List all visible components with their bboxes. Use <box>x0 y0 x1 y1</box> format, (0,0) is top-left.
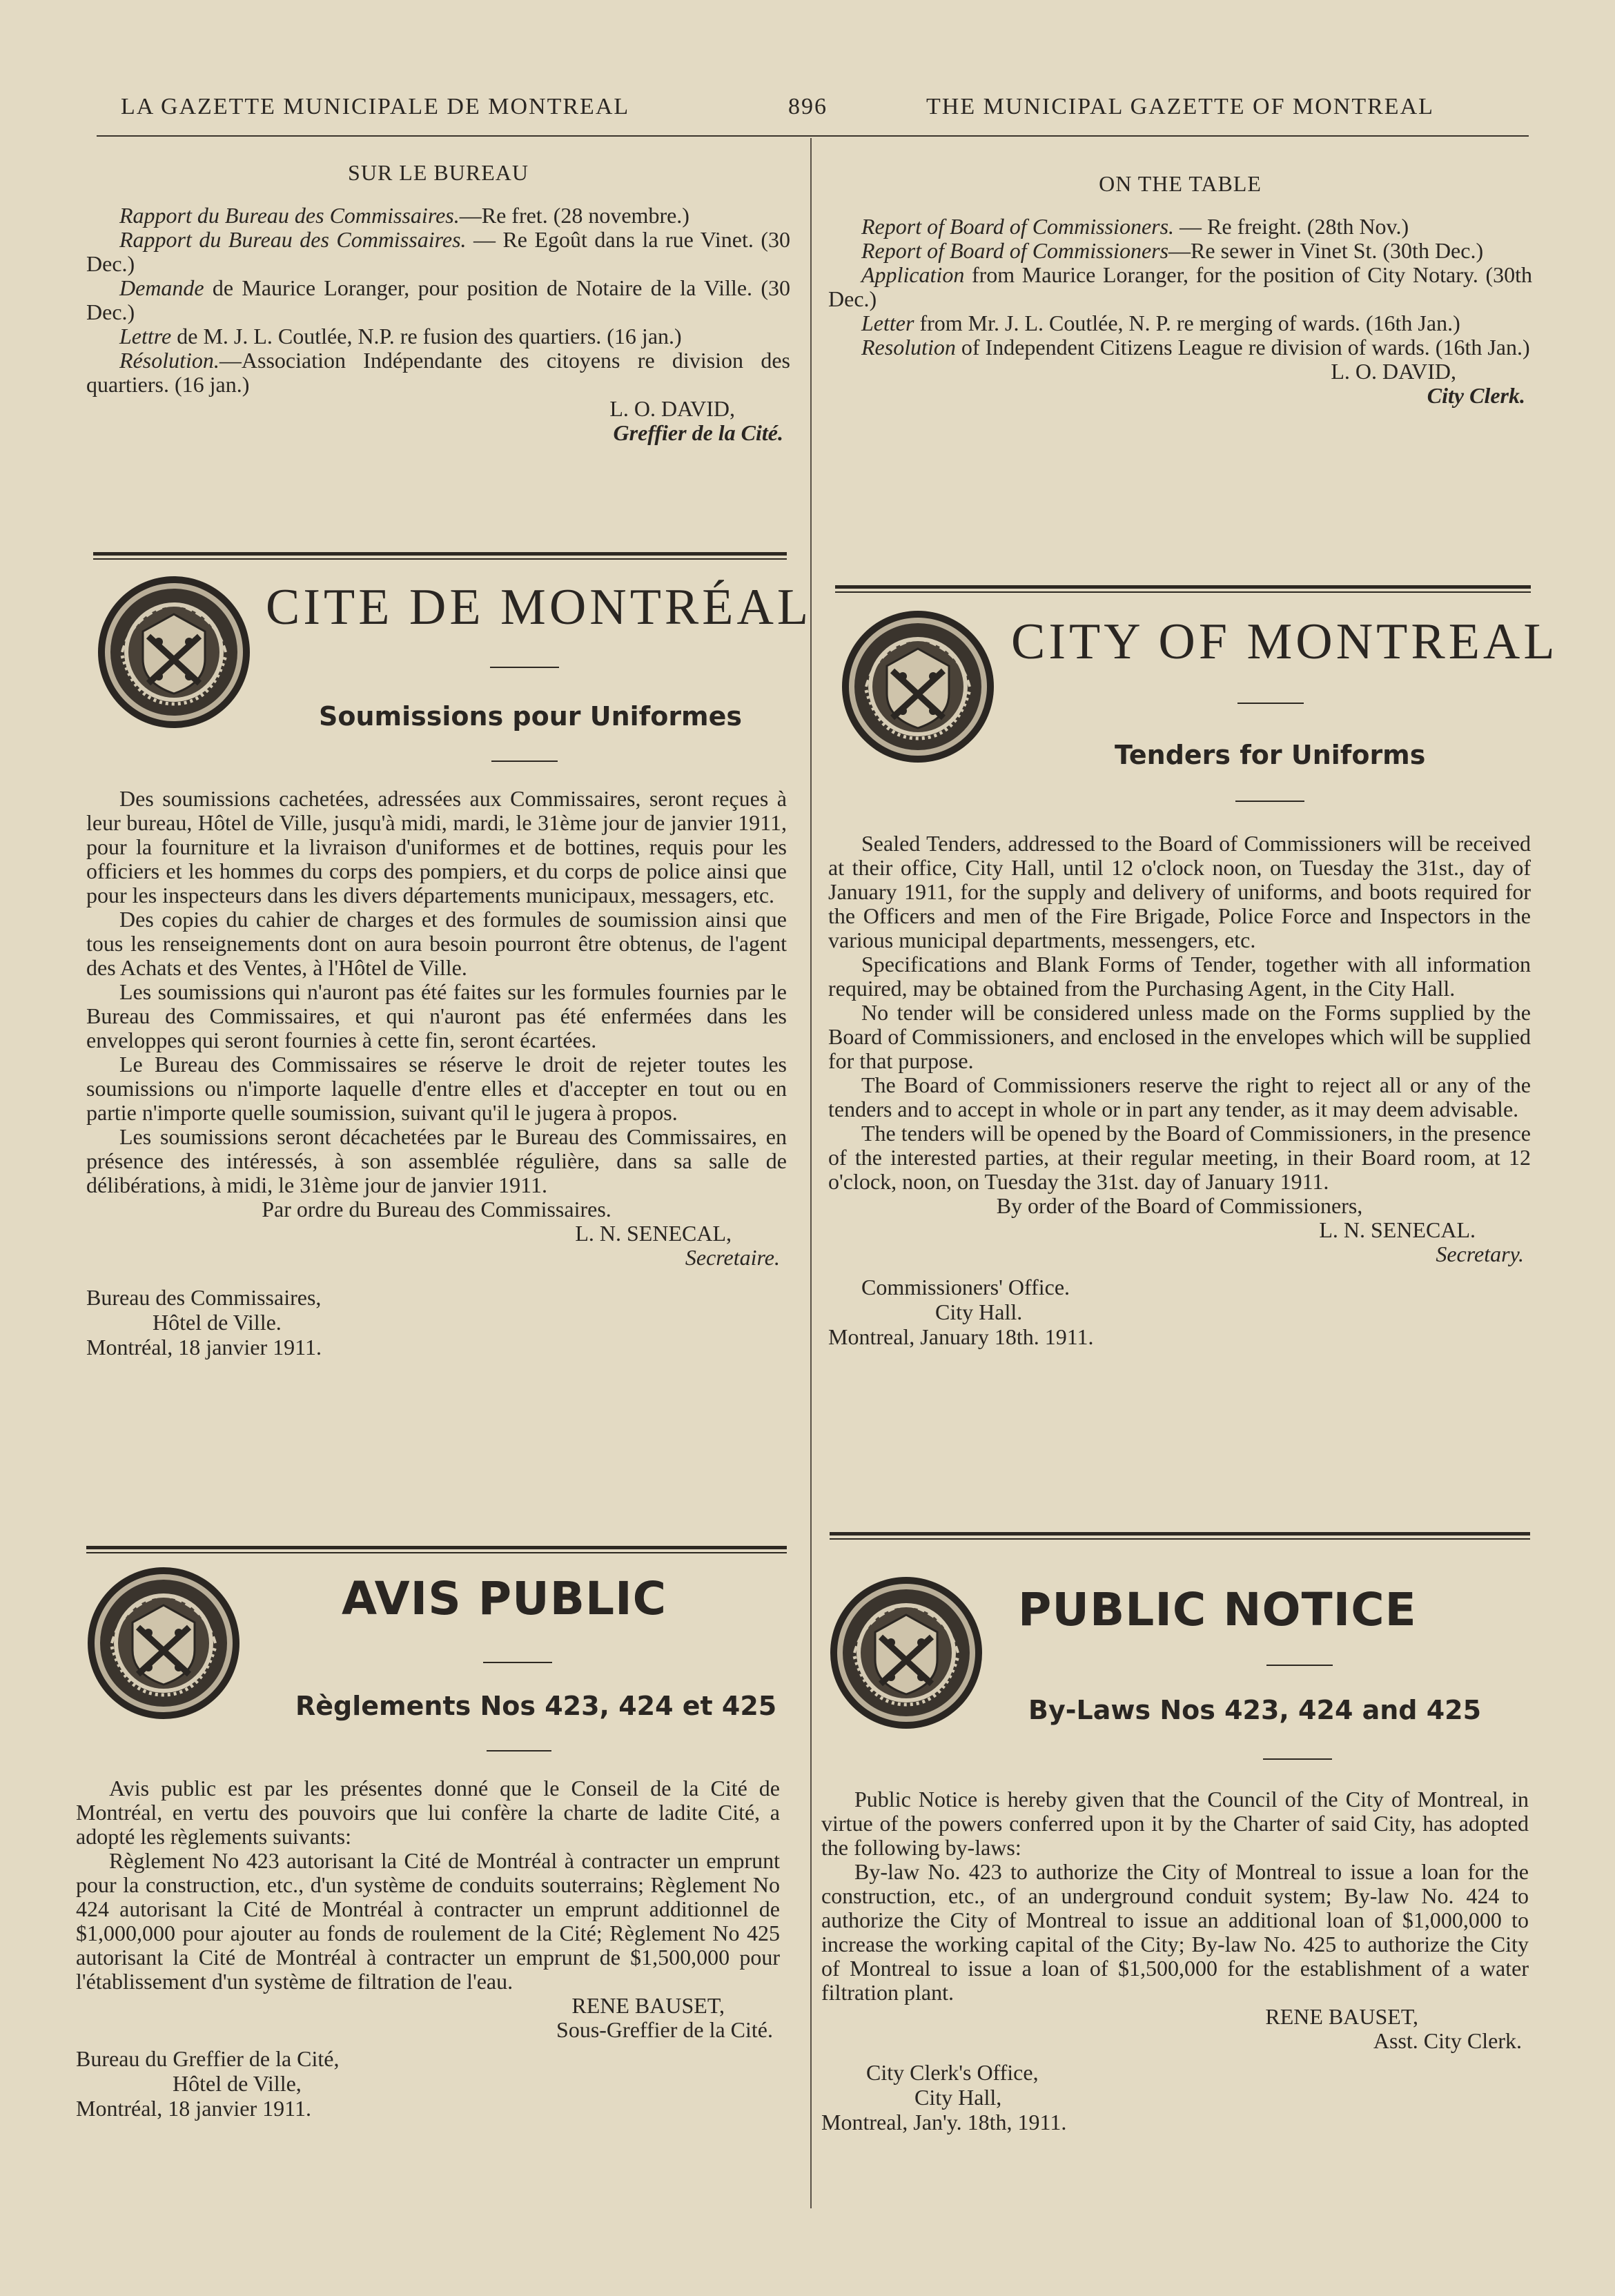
en-notice-date: Montreal, Jan'y. 18th, 1911. <box>821 2110 1067 2135</box>
en-notice-signature: RENE BAUSET, <box>1265 2004 1418 2029</box>
en-notice-paragraph: Public Notice is hereby given that the Council of the City of Montreal, in virtue of the powers conferred upon it by the Charter of said City, has adopted the following by-laws: <box>821 1787 1529 1860</box>
fr-table-signature: L. O. DAVID, <box>609 396 735 421</box>
subtitle-rule <box>1235 801 1304 802</box>
en-uniforms-paragraph: Sealed Tenders, addressed to the Board of Commissioners will be received at their office, City Hall, until 12 o'clock noon, on Tuesday the 31st., day of January 1911, for the supply and delivery of uniforms, and boots required for the Officers and men of the Fire Brigade, Police Force and Inspectors in the various municipal departments, messengers, etc. <box>828 831 1531 952</box>
fr-notice-body <box>76 1776 780 2121</box>
header-right-title: THE MUNICIPAL GAZETTE OF MONTREAL <box>926 94 1434 119</box>
fr-uniforms-body <box>86 787 787 1360</box>
column-divider <box>810 138 812 2208</box>
en-uniforms-address-1: Commissioners' Office. <box>861 1275 1070 1299</box>
en-uniforms-paragraph: Specifications and Blank Forms of Tender, together with all information required, may be obtained from the Purchasing Agent, in the City Hall. <box>828 952 1531 1001</box>
en-notice-paragraph: By-law No. 423 to authorize the City of Montreal to issue a loan for the construction, etc., of an underground conduit system; By-law No. 424 to authorize the City of Montreal to issue an additional loan of $1,000,000 to increase the working capital of the City; By-law No. 425 to authorize the City of Montreal to issue a loan of $1,500,000 for the establishment of a water filtration plant. <box>821 1859 1529 2005</box>
fr-notice-subtitle: Règlements Nos 423, 424 et 425 <box>295 1691 777 1721</box>
fr-notice-date: Montréal, 18 janvier 1911. <box>76 2096 311 2121</box>
en-uniforms-subtitle: Tenders for Uniforms <box>1115 740 1426 770</box>
en-uniforms-paragraph: No tender will be considered unless made on the Forms supplied by the Board of Commissioners, and enclosed in the envelopes which will be supplied for that purpose. <box>828 1000 1531 1073</box>
en-notice-title: PUBLIC NOTICE <box>1018 1583 1417 1636</box>
fr-uniforms-date: Montréal, 18 janvier 1911. <box>86 1335 322 1360</box>
title-rule <box>490 667 559 668</box>
fr-table-title: SUR LE BUREAU <box>348 160 529 185</box>
en-notice-address-1: City Clerk's Office, <box>866 2060 1039 2085</box>
city-seal-icon <box>84 1564 243 1723</box>
en-uniforms-address-2: City Hall. <box>935 1299 1023 1324</box>
en-uniforms-date: Montreal, January 18th. 1911. <box>828 1324 1094 1349</box>
fr-uniforms-address-2: Hôtel de Ville. <box>153 1310 282 1335</box>
en-uniforms-title: CITY OF MONTREAL <box>1011 614 1558 670</box>
en-table-item: Report of Board of Commissioners. — Re freight. (28th Nov.) <box>861 214 1409 239</box>
title-rule <box>1237 703 1304 704</box>
en-notice-address-2: City Hall, <box>914 2085 1002 2110</box>
fr-uniforms-paragraph: Les soumissions seront décachetées par le Bureau des Commissaires, en présence des intéressés, à son assemblée régulière, dans sa salle de délibérations, à midi, le 31ème jour de janvier 1911. <box>86 1124 787 1197</box>
en-notice-subtitle: By-Laws Nos 423, 424 and 425 <box>1028 1695 1482 1725</box>
fr-notice-paragraph: Avis public est par les présentes donné que le Conseil de la Cité de Montréal, en vertu des pouvoirs que lui confère la charte de ladite Cité, a adopté les règlements suivants: <box>76 1776 780 1849</box>
subtitle-rule <box>491 761 558 762</box>
fr-uniforms-address-1: Bureau des Commissaires, <box>86 1285 322 1310</box>
en-table-item: Report of Board of Commissioners—Re sewer in Vinet St. (30th Dec.) <box>861 238 1484 263</box>
fr-table-item: Lettre de M. J. L. Coutlée, N.P. re fusion des quartiers. (16 jan.) <box>119 324 682 349</box>
en-table-item: Resolution of Independent Citizens League re division of wards. (16th Jan.) <box>861 335 1530 360</box>
en-table-item: Application from Maurice Loranger, for the position of City Notary. (30th Dec.) <box>828 262 1532 311</box>
fr-section-rule <box>86 1546 787 1549</box>
en-table-signature-title: City Clerk. <box>1427 383 1525 408</box>
title-rule <box>1266 1665 1333 1666</box>
en-table-item: Letter from Mr. J. L. Coutlée, N. P. re merging of wards. (16th Jan.) <box>861 311 1460 335</box>
en-notice-signature-title: Asst. City Clerk. <box>1373 2028 1522 2053</box>
title-rule <box>483 1662 552 1663</box>
city-seal-icon <box>827 1573 986 1732</box>
fr-notice-signature-title: Sous-Greffier de la Cité. <box>556 2017 773 2042</box>
fr-notice-paragraph: Règlement No 423 autorisant la Cité de Montréal à contracter un emprunt pour la construction, etc., d'un système de conduits souterrains; Règlement No 424 autorisant la Cité de Montréal à contracter un emprunt additionnel de $1,000,000 pour ajouter au fonds de roulement de la Cité; Règlement No 425 autorisant la Cité de Montréal à contracter un emprunt de $1,500,000 pour l'établissement d'un système de filtration de l'eau. <box>76 1848 780 1994</box>
fr-uniforms-paragraph: Des soumissions cachetées, adressées aux Commissaires, seront reçues à leur bureau, Hôtel de Ville, jusqu'à midi, mardi, le 31ème jour de janvier 1911, pour la fourniture et la livraison d'uniformes et de bottines, requis pour les officiers et les hommes du corps des pompiers, et du corps de police ainsi que pour les inspecteurs dans les divers départements municipaux, messagers, etc. <box>86 786 787 907</box>
fr-table-item: Demande de Maurice Loranger, pour position de Notaire de la Ville. (30 Dec.) <box>86 275 790 324</box>
fr-notice-signature: RENE BAUSET, <box>571 1993 725 2018</box>
fr-uniforms-paragraph: Les soumissions qui n'auront pas été faites sur les formules fournies par le Bureau des Commissaires, et qui n'auront pas été enfermées dans les enveloppes qui seront fournies à cette fin, seront écartées. <box>86 979 787 1052</box>
en-table-signature: L. O. DAVID, <box>1331 359 1456 384</box>
fr-uniforms-paragraph: Le Bureau des Commissaires se réserve le droit de rejeter toutes les soumissions ou n'importe laquelle d'entre elles et d'accepter en tout ou en partie n'importe quelle soumission, suivant qu'il le jugera à propos. <box>86 1052 787 1125</box>
en-table-section <box>828 171 1532 408</box>
en-uniforms-signature: L. N. SENECAL. <box>1319 1217 1476 1242</box>
fr-table-item: Rapport du Bureau des Commissaires. — Re Egoût dans la rue Vinet. (30 Dec.) <box>86 227 791 276</box>
en-uniforms-body <box>828 832 1531 1349</box>
fr-notice-address-2: Hôtel de Ville, <box>173 2071 302 2096</box>
en-table-title: ON THE TABLE <box>1099 171 1262 196</box>
city-seal-icon <box>95 573 253 732</box>
city-seal-icon <box>839 607 997 766</box>
fr-uniforms-signature: L. N. SENECAL, <box>575 1221 732 1246</box>
fr-uniforms-paragraph: Des copies du cahier de charges et des formules de soumission ainsi que tous les renseignements dont on aura besoin pourront être obtenus, de l'agent des Achats et des Ventes, à l'Hôtel de Ville. <box>86 907 787 980</box>
fr-uniforms-title: CITE DE MONTRÉAL <box>266 579 812 636</box>
en-notice-body <box>821 1787 1529 2135</box>
en-section-rule <box>830 1532 1530 1535</box>
fr-uniforms-order: Par ordre du Bureau des Commissaires. <box>262 1197 611 1221</box>
header-left-title: LA GAZETTE MUNICIPALE DE MONTREAL <box>121 94 630 119</box>
fr-table-signature-title: Greffier de la Cité. <box>613 420 783 445</box>
fr-table-item: Résolution.—Association Indépendante des citoyens re division des quartiers. (16 jan.) <box>86 348 790 397</box>
fr-uniforms-subtitle: Soumissions pour Uniformes <box>319 701 743 732</box>
fr-notice-address-1: Bureau du Greffier de la Cité, <box>76 2046 340 2071</box>
en-uniforms-paragraph: The tenders will be opened by the Board of Commissioners, in the presence of the interested parties, at their regular meeting, in their Board room, at 12 o'clock, noon, on Tuesday the 31st. day of January 1911. <box>828 1121 1531 1194</box>
subtitle-rule <box>487 1750 551 1752</box>
fr-table-item: Rapport du Bureau des Commissaires.—Re fret. (28 novembre.) <box>119 203 689 228</box>
en-section-rule <box>835 585 1531 589</box>
fr-notice-title: AVIS PUBLIC <box>342 1572 667 1625</box>
fr-uniforms-signature-title: Secretaire. <box>685 1245 780 1270</box>
header-rule <box>97 135 1529 137</box>
page-number: 896 <box>788 94 828 119</box>
en-uniforms-paragraph: The Board of Commissioners reserve the right to reject all or any of the tenders and to accept in whole or in part any tender, as it may deem advisable. <box>828 1072 1531 1121</box>
subtitle-rule <box>1263 1758 1332 1760</box>
fr-table-section <box>86 160 790 445</box>
en-uniforms-signature-title: Secretary. <box>1436 1242 1524 1266</box>
en-uniforms-order: By order of the Board of Commissioners, <box>996 1193 1363 1218</box>
fr-section-rule <box>93 552 787 556</box>
